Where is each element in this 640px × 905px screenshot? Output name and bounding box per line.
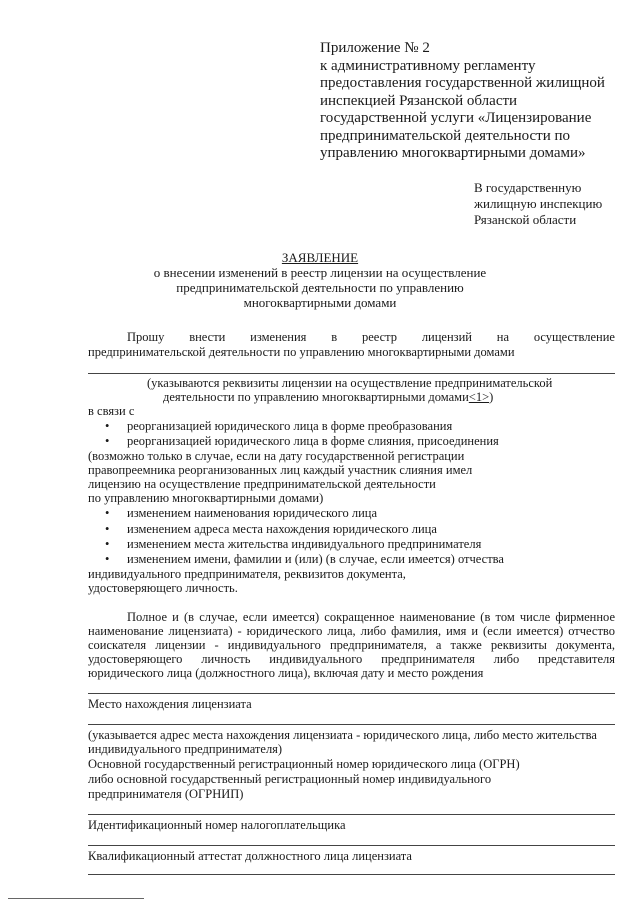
appendix-line: государственной услуги «Лицензирование [320,110,592,126]
in-connection-label: в связи с [88,404,135,418]
fullname-last-line: юридического лица (должностного лица), включая дату и место рождения [88,666,484,680]
location-fill-line [88,724,615,725]
fullname-line: соискателя лицензии - индивидуального предпринимателя, а также реквизиты документа, [88,638,615,652]
license-hint-close: ) [489,390,494,404]
appendix-block [320,40,605,163]
appendix-line: управлению многоквартирными домами» [320,145,586,161]
appendix-line: предоставления государственной жилищной [320,75,605,91]
reason-item: • изменением имени, фамилии и (или) (в случае, если имеется) отчества [127,552,504,566]
reason-note-line: лицензию на осуществление предпринимательской деятельности [88,477,436,491]
reason-cont-line: индивидуального предпринимателя, реквизитов документа, [88,567,406,581]
qualification-fill-line [88,874,615,875]
fullname-fill-line [88,693,615,694]
request-line-2: предпринимательской деятельности по управлению многоквартирными домами [88,345,515,359]
location-hint-2: индивидуального предпринимателя) [88,742,283,756]
fullname-line: Полное и (в случае, если имеется) сокращенное наименование (в том числе фирменное [127,610,615,624]
ogrn-fill-line [88,814,615,815]
qualification-label: Квалификационный аттестат должностного лица лицензиата [88,849,412,863]
location-label: Место нахождения лицензиата [88,697,252,711]
title-heading: ЗАЯВЛЕНИЕ [281,250,359,265]
request-word: Прошу [127,330,165,344]
reason-item: • изменением наименования юридического лица [127,506,377,520]
appendix-line: к административному регламенту [320,57,536,74]
appendix-line: Приложение № 2 [320,40,430,56]
request-word: лицензий [421,330,472,344]
request-line-1 [127,330,615,344]
license-hint-text: деятельности по управлению многоквартирными домами [163,390,469,404]
request-word: осуществление [533,330,615,344]
ogrnip-label-1: либо основной государственный регистрационный номер индивидуального [88,772,492,786]
fullname-line: удостоверяющего личность индивидуального предпринимателя либо представителя [88,652,615,666]
footnote-divider [8,898,144,899]
recipient-line: В государственную [474,180,582,195]
reason-cont-line: удостоверяющего личность. [88,581,238,595]
appendix-line: предпринимательской деятельности по [320,127,571,144]
reason-item: • изменением места жительства индивидуального предпринимателя [127,537,481,551]
license-hint-1: (указываются реквизиты лицензии на осуществление предпринимательской [147,376,553,390]
reason-note-line: правопреемника реорганизованных лиц каждый участник слияния имел [88,463,473,477]
request-word: на [496,330,510,344]
recipient-block [474,180,602,228]
title-line: о внесении изменений в реестр лицензии на осуществление [153,265,487,280]
inn-label: Идентификационный номер налогоплательщика [88,818,346,832]
request-word: изменения [250,330,307,344]
reason-item: • изменением адреса места нахождения юридического лица [127,522,437,536]
recipient-line: Рязанской области [474,212,577,227]
appendix-line: инспекцией Рязанской области [320,92,518,109]
document-title [0,250,640,310]
title-line: многоквартирными домами [243,295,397,310]
request-word: в [331,330,338,344]
fullname-line: наименование лицензиата) - юридического лица, либо фамилия, имя и (если имеется) отчество [88,624,615,638]
fullname-paragraph [88,610,615,666]
license-details-line [88,373,615,374]
request-word: внести [189,330,226,344]
request-word: реестр [361,330,398,344]
ogrnip-label-2: предпринимателя (ОГРНИП) [88,787,244,801]
reason-item: • реорганизацией юридического лица в форме слияния, присоединения [127,434,499,448]
recipient-line: жилищную инспекцию [474,196,603,211]
location-hint-1: (указывается адрес места нахождения лицензиата - юридического лица, либо место жительства [88,728,597,742]
reason-note-line: по управлению многоквартирными домами) [88,491,324,505]
reason-item: • реорганизацией юридического лица в форме преобразования [127,419,452,433]
footnote-ref-link[interactable]: <1> [468,390,490,404]
license-hint-2 [163,390,493,404]
reason-note-line: (возможно только в случае, если на дату государственной регистрации [88,449,465,463]
inn-fill-line [88,845,615,846]
ogrn-label: Основной государственный регистрационный номер юридического лица (ОГРН) [88,757,520,771]
title-line: предпринимательской деятельности по управлению [176,280,464,295]
